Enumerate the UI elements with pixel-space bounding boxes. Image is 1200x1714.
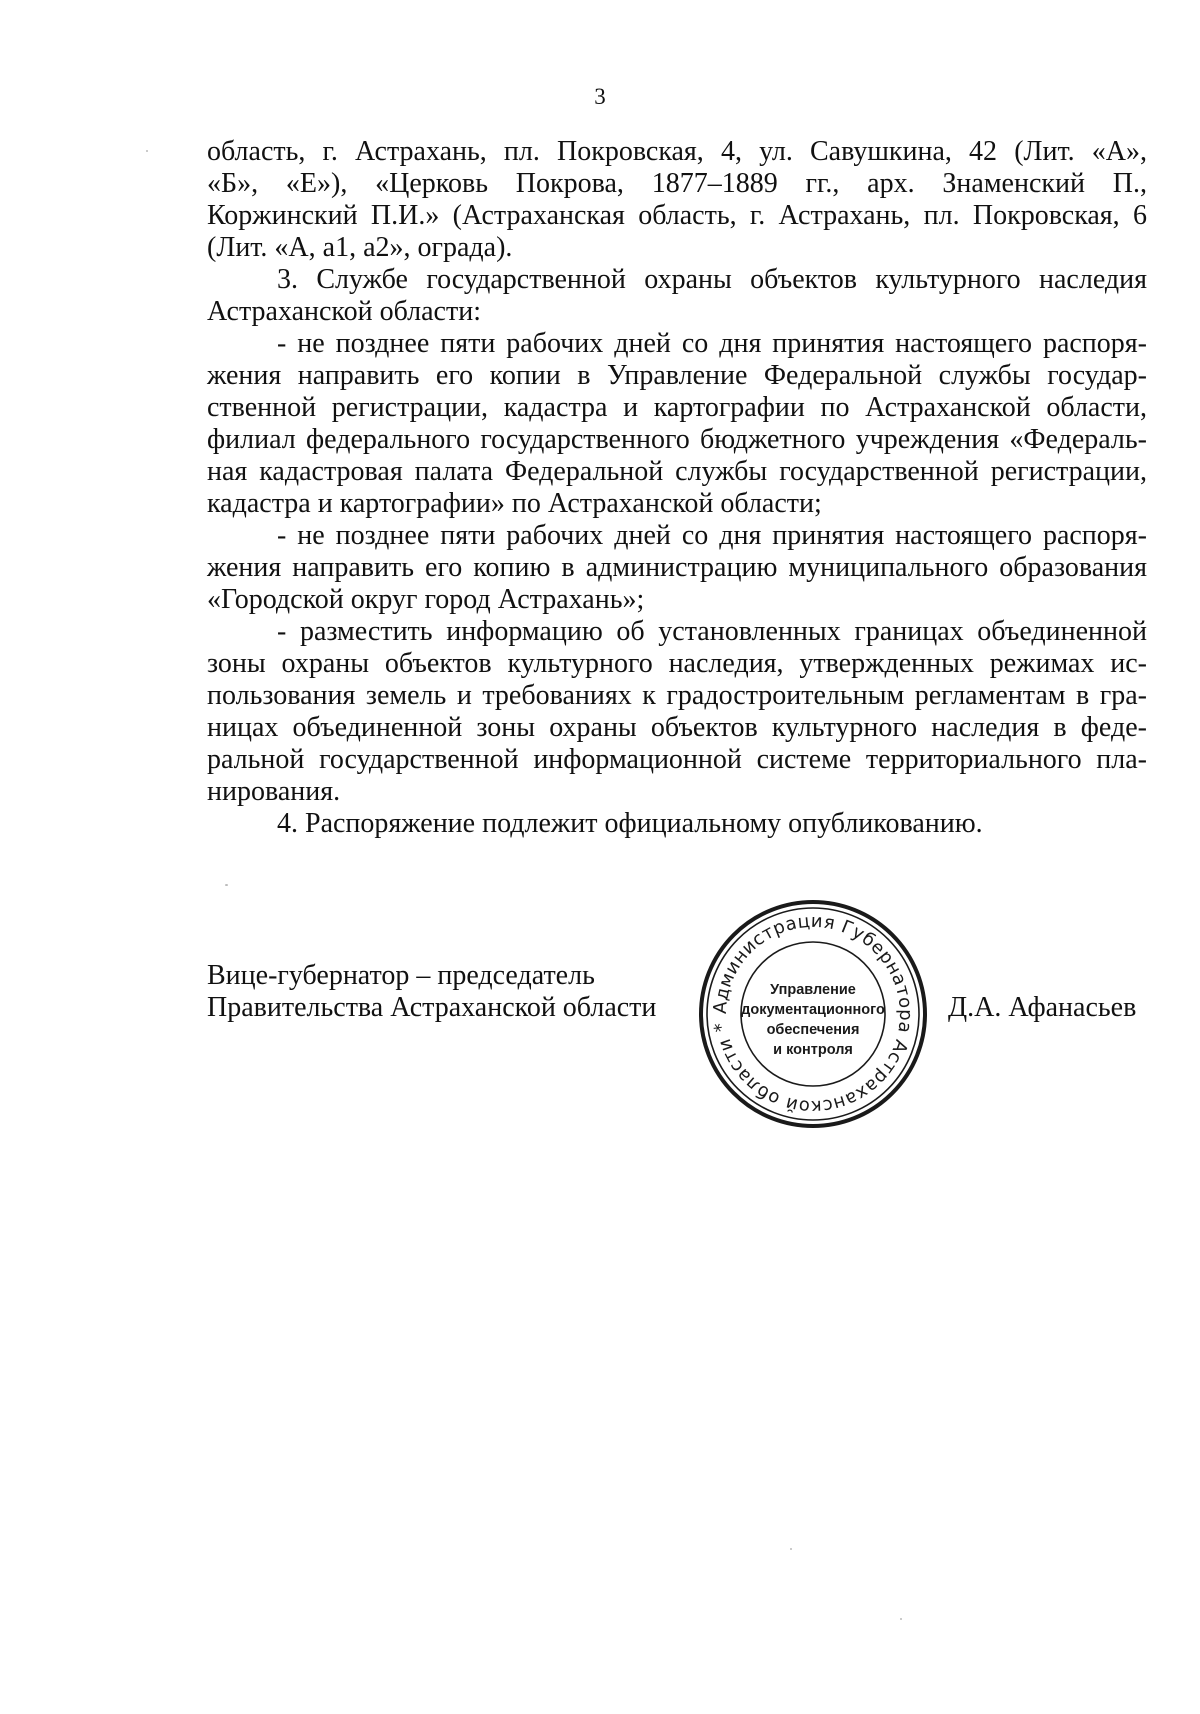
- body-line: (Лит. «А, а1, а2», ограда).: [207, 232, 513, 263]
- bullet-1-line: кадастра и картографии» по Астраханской области;: [207, 488, 822, 519]
- bullet-1-line: ная кадастровая палата Федеральной службы государственной регистрации,: [207, 456, 1147, 487]
- signatory-name: Д.А. Афанасьев: [948, 992, 1137, 1023]
- bullet-3-line: зоны охраны объектов культурного наследия, утвержденных режимах ис-: [207, 648, 1147, 679]
- body-line: «Б», «Е»), «Церковь Покрова, 1877–1889 гг., арх. Знаменский П.,: [207, 168, 1147, 199]
- seal-center-line: и контроля: [773, 1042, 853, 1058]
- body-line: область, г. Астрахань, пл. Покровская, 4, ул. Савушкина, 42 (Лит. «А»,: [207, 136, 1147, 167]
- scan-speck: [900, 1618, 902, 1620]
- page-number: 3: [594, 84, 606, 109]
- scan-speck: [225, 884, 228, 886]
- bullet-1-line: ственной регистрации, кадастра и картографии по Астраханской области,: [207, 392, 1147, 423]
- bullet-2-line: «Городской округ город Астрахань»;: [207, 584, 645, 615]
- clause-4-line: 4. Распоряжение подлежит официальному опубликованию.: [277, 808, 983, 839]
- bullet-3-line: ральной государственной информационной системе территориального пла-: [207, 744, 1147, 775]
- signatory-position: [207, 960, 656, 1024]
- signatory-position-line: Вице-губернатор – председатель: [207, 960, 595, 991]
- seal-center-line: Управление: [770, 982, 856, 998]
- bullet-2-line: жения направить его копию в администрацию муниципального образования: [207, 552, 1147, 583]
- seal-center-line: обеспечения: [766, 1022, 860, 1038]
- official-seal: [697, 898, 929, 1130]
- bullet-3-line: - разместить информацию об установленных границах объединенной: [277, 616, 1147, 647]
- bullet-3-line: ницах объединенной зоны охраны объектов культурного наследия в феде-: [207, 712, 1147, 743]
- bullet-1-line: филиал федерального государственного бюджетного учреждения «Федераль-: [207, 424, 1147, 455]
- scan-speck: [146, 150, 148, 152]
- signatory-position-line: Правительства Астраханской области: [207, 992, 657, 1023]
- clause-3-line: 3. Службе государственной охраны объектов культурного наследия: [277, 264, 1147, 295]
- document-body: [207, 136, 1147, 840]
- bullet-2-line: - не позднее пяти рабочих дней со дня принятия настоящего распоря-: [277, 520, 1147, 551]
- bullet-3-line: пользования земель и требованиях к градостроительным регламентам в гра-: [207, 680, 1147, 711]
- body-line: Коржинский П.И.» (Астраханская область, г. Астрахань, пл. Покровская, 6: [207, 200, 1147, 231]
- bullet-1-line: - не позднее пяти рабочих дней со дня принятия настоящего распоря-: [277, 328, 1147, 359]
- seal-icon: [697, 898, 929, 1130]
- clause-3-line: Астраханской области:: [207, 296, 481, 327]
- bullet-1-line: жения направить его копии в Управление Федеральной службы государ-: [207, 360, 1147, 391]
- seal-ring-text: Администрация Губернатора Астраханской области *: [709, 910, 917, 1118]
- seal-center-line: документационного: [741, 1002, 885, 1018]
- bullet-3-line: нирования.: [207, 776, 341, 807]
- scan-speck: [790, 1548, 792, 1550]
